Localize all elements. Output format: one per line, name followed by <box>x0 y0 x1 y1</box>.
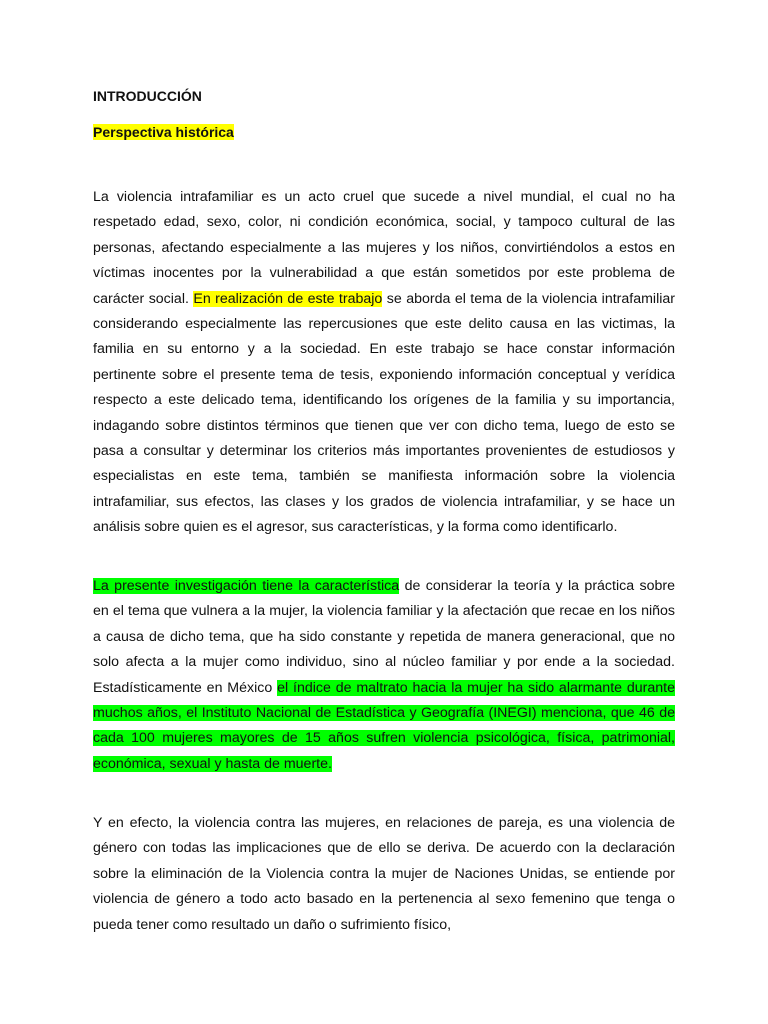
section-subheading <box>93 122 234 142</box>
paragraph-1-text-start: La violencia intrafamiliar es un acto cruel que sucede a nivel mundial, el cual no ha respetado edad, sexo, color, ni condición económica, social, y tampoco cultural de las personas, afectando especialmente a las mujeres y los niños, convirtiéndolos a estos en víctimas inocentes por la vulnerabilidad a que están sometidos por este problema de carácter social. <box>93 189 675 307</box>
paragraph-2-highlight-1: La presente investigación tiene la característica <box>93 578 400 594</box>
paragraph-1-text-end: se aborda el tema de la violencia intrafamiliar considerando especialmente las repercusiones que este delito causa en las victimas, la familia en su entorno y a la sociedad. En este trabajo se hace constar información pertinente sobre el presente tema de tesis, exponiendo información conceptual y verídica respecto a este delicado tema, identificando los orígenes de la familia y su importancia, indagando sobre distintos términos que tienen que ver con dicho tema, luego de esto se pasa a consultar y determinar los criterios más importantes provenientes de estudiosos y especialistas en este tema, también se manifiesta información sobre la violencia intrafamiliar, sus efectos, las clases y los grados de violencia intrafamiliar, y se hace un análisis sobre quien es el agresor, sus características, y la forma como identificarlo. <box>93 290 675 536</box>
paragraph-1 <box>93 185 675 541</box>
paragraph-2-highlight-2: el índice de maltrato hacia la mujer ha sido alarmante durante muchos años, el Instituto Nacional de Estadística y Geografía (INEGI) menciona, que 46 de cada 100 mujeres mayores de 15 años sufren violencia psicológica, física, patrimonial, económica, sexual y hasta de muerte. <box>93 679 675 772</box>
paragraph-3: Y en efecto, la violencia contra las mujeres, en relaciones de pareja, es una violencia de género con todas las implicaciones que de ello se deriva. De acuerdo con la declaración sobre la eliminación de la Violencia contra la mujer de Naciones Unidas, se entiende por violencia de género a todo acto basado en la pertenencia al sexo femenino que tenga o pueda tener como resultado un daño o sufrimiento físico, <box>93 815 675 933</box>
paragraph-1-highlight: En realización de este trabajo <box>193 290 383 307</box>
section-heading: INTRODUCCIÓN <box>93 88 202 104</box>
paragraph-2 <box>93 574 675 777</box>
paragraph-2-text-middle: de considerar la teoría y la práctica sobre en el tema que vulnera a la mujer, la violencia familiar y la afectación que recae en los niños a causa de dicho tema, que ha sido constante y repetida de manera generacional, que no solo afecta a la mujer como individuo, sino al núcleo familiar y por ende a la sociedad. Estadísticamente en México <box>93 578 675 696</box>
subheading-highlight: Perspectiva histórica <box>93 124 234 140</box>
